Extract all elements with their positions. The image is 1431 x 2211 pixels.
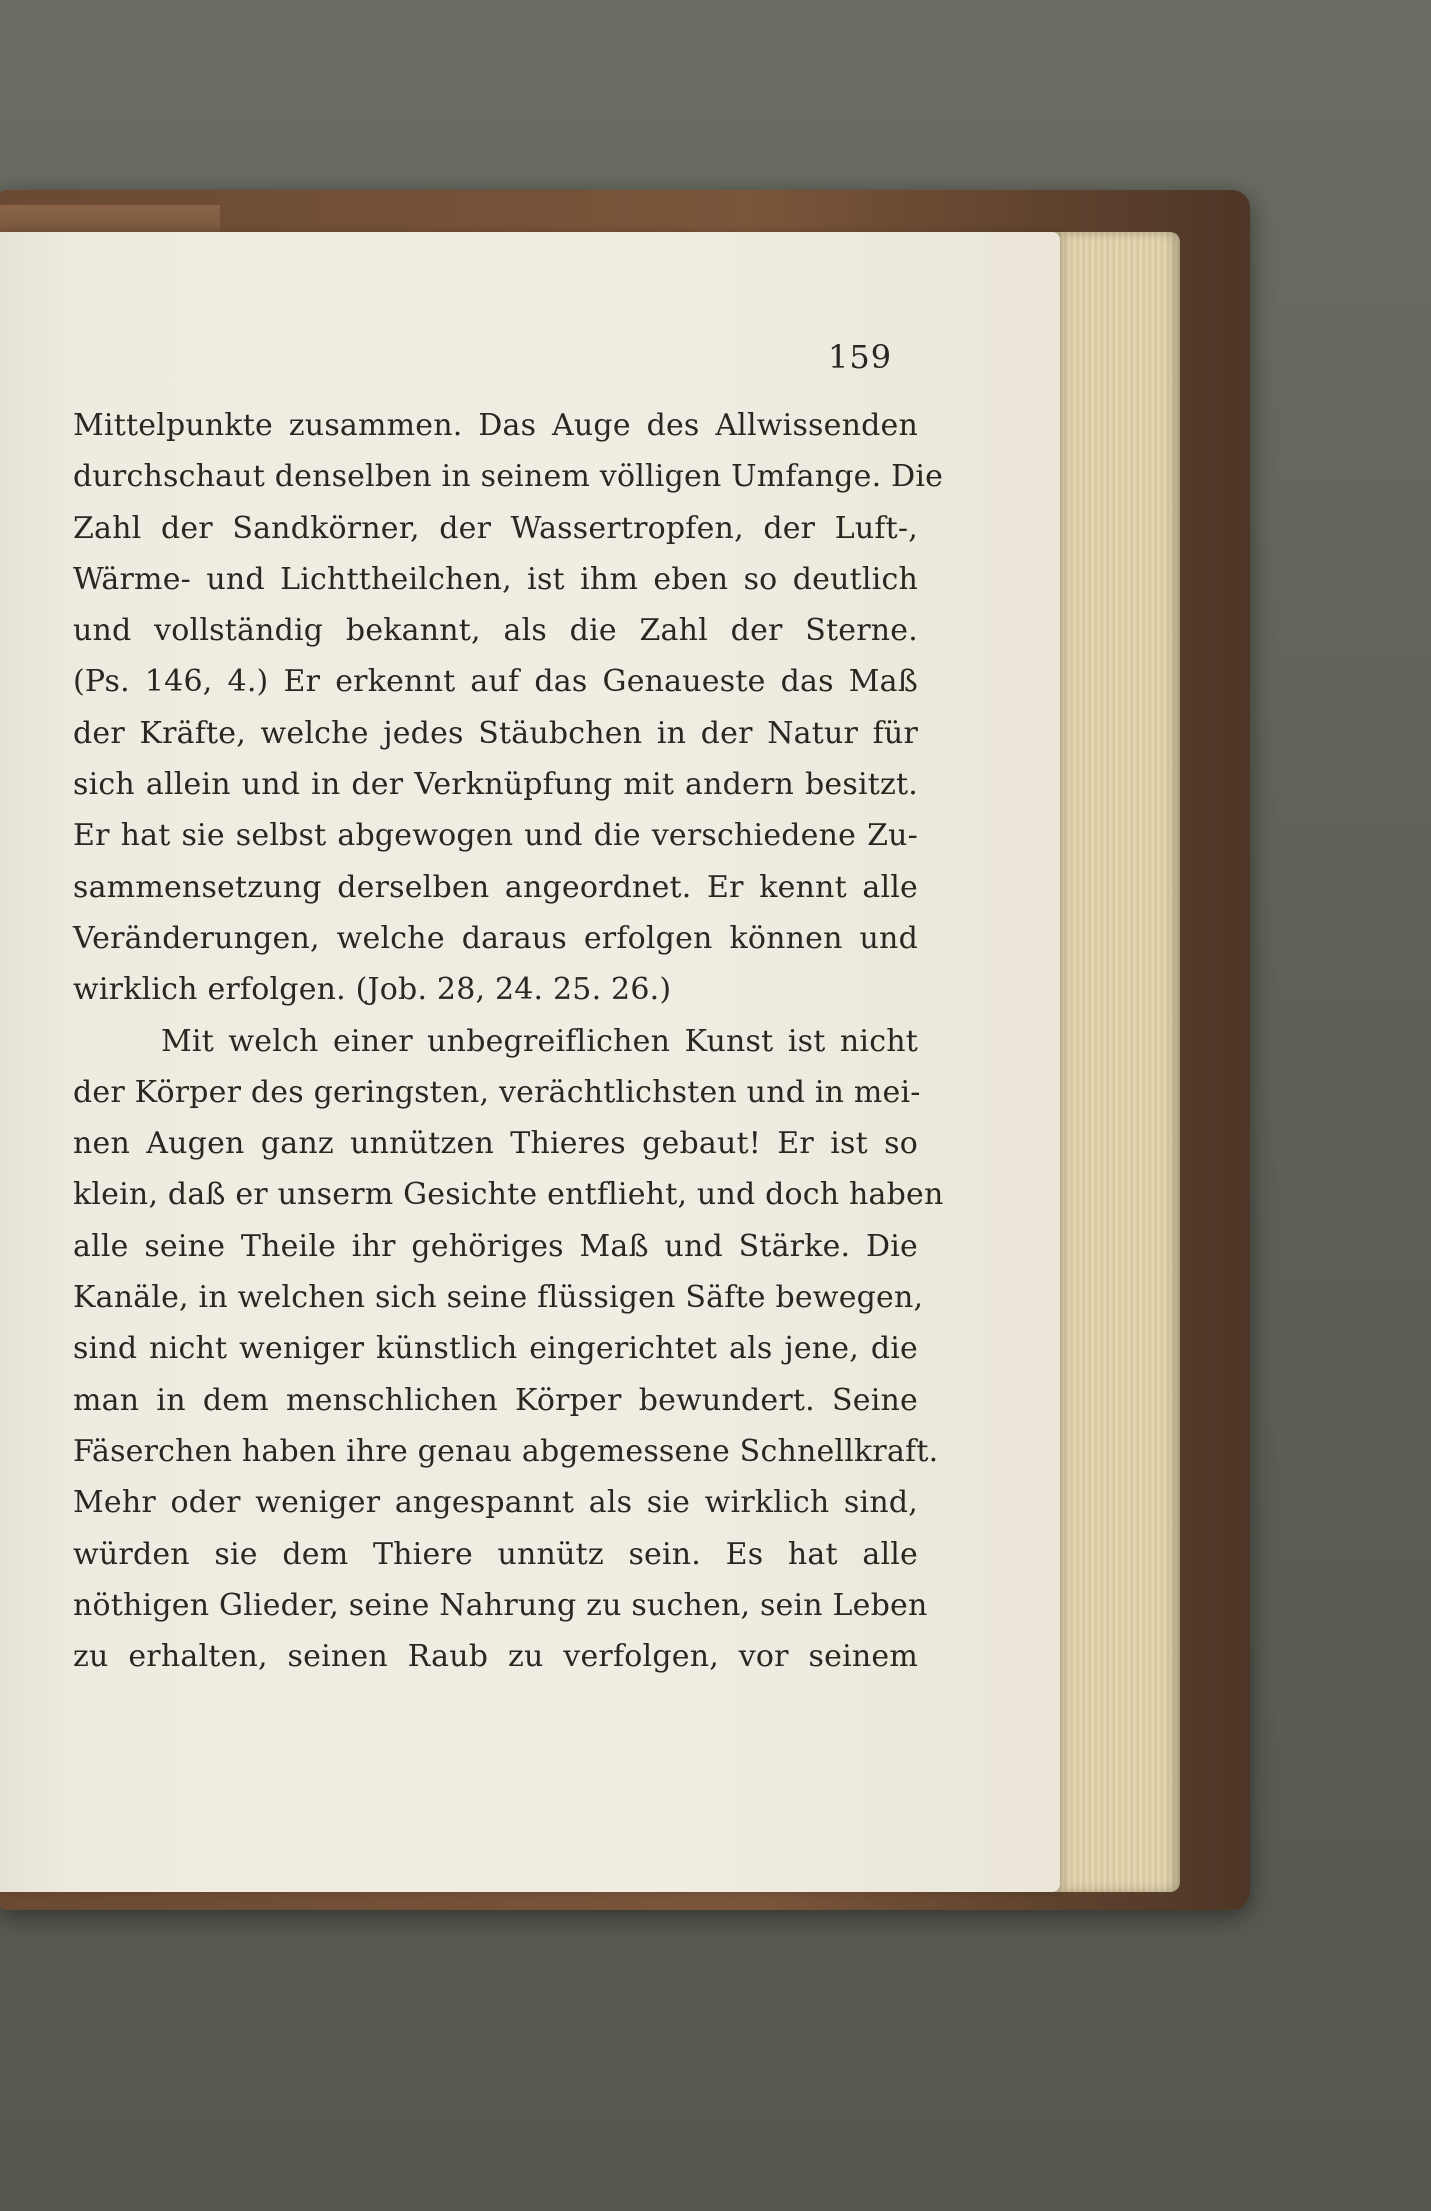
text-line: zu erhalten, seinen Raub zu verfolgen, vor seinem <box>73 1639 918 1675</box>
text-line: Zahl der Sandkörner, der Wassertropfen, der Luft-, <box>73 510 918 546</box>
text-line: sich allein und in der Verknüpfung mit andern besitzt. <box>73 767 918 803</box>
text-line: Kanäle, in welchen sich seine flüssigen Säfte bewegen, <box>73 1280 924 1316</box>
text-line: nöthigen Glieder, seine Nahrung zu suchen, sein Leben <box>73 1587 928 1623</box>
text-line: Mehr oder weniger angespannt als sie wirklich sind, <box>73 1485 918 1521</box>
text-line: Fäserchen haben ihre genau abgemessene Schnellkraft. <box>73 1433 939 1469</box>
text-line: Mittelpunkte zusammen. Das Auge des Allwissenden <box>73 408 918 443</box>
text-line: und vollständig bekannt, als die Zahl der Sterne. <box>73 613 918 649</box>
text-line: sind nicht weniger künstlich eingerichtet als jene, die <box>73 1331 918 1367</box>
text-line: alle seine Theile ihr gehöriges Maß und Stärke. Die <box>73 1228 918 1264</box>
text-line: Er hat sie selbst abgewogen und die verschiedene Zu- <box>73 818 918 854</box>
text-line: klein, daß er unserm Gesichte entflieht, und doch haben <box>73 1177 944 1213</box>
text-line: Veränderungen, welche daraus erfolgen können und <box>73 920 918 956</box>
text-line: der Kräfte, welche jedes Stäubchen in der Natur für <box>73 715 918 751</box>
text-line: durchschaut denselben in seinem völligen Umfange. Die <box>73 459 944 495</box>
text-line: (Ps. 146, 4.) Er erkennt auf das Genaueste das Maß <box>73 664 918 700</box>
body-text <box>73 400 944 1682</box>
text-line: wirklich erfolgen. (Job. 28, 24. 25. 26.) <box>73 972 672 1008</box>
text-line: man in dem menschlichen Körper bewundert. Seine <box>73 1382 918 1418</box>
text-line: der Körper des geringsten, verächtlichsten und in mei- <box>73 1074 921 1110</box>
text-line: nen Augen ganz unnützen Thieres gebaut! Er ist so <box>73 1126 918 1162</box>
text-line: sammensetzung derselben angeordnet. Er kennt alle <box>73 869 918 905</box>
page-number: 159 <box>828 338 893 376</box>
page-edges <box>1045 232 1180 1892</box>
text-line: Wärme- und Lichttheilchen, ist ihm eben so deutlich <box>73 561 918 597</box>
text-line: würden sie dem Thiere unnütz sein. Es hat alle <box>73 1536 918 1572</box>
text-line: Mit welch einer unbegreiflichen Kunst ist nicht <box>161 1023 918 1059</box>
